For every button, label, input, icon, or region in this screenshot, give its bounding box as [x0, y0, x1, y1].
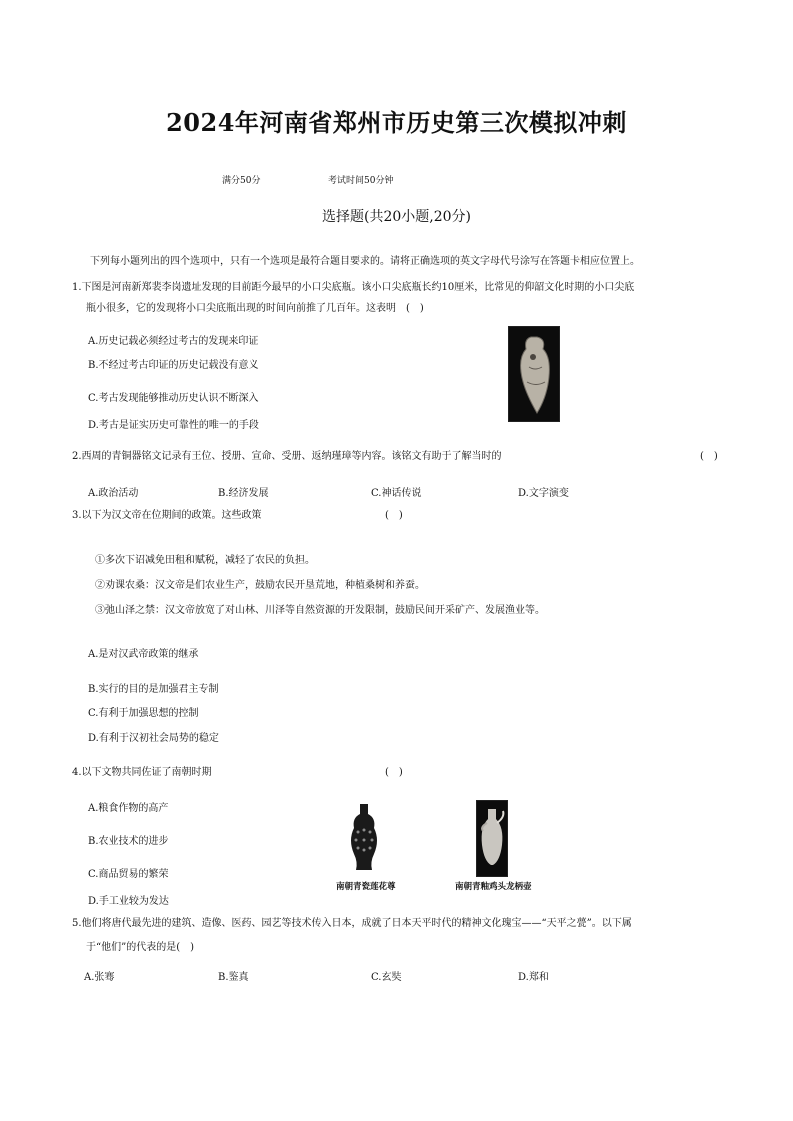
q4-option-b[interactable]: B.农业技术的进步: [88, 836, 169, 847]
q1-option-d[interactable]: D.考古是证实历史可靠性的唯一的手段: [88, 420, 259, 431]
page-title: 2024年河南省郑州市历史第三次模拟冲刺: [166, 108, 627, 137]
q4-option-a[interactable]: A.粮食作物的高产: [88, 803, 169, 814]
q2-option-a[interactable]: A.政治活动: [88, 488, 139, 499]
pointed-bottom-bottle-photo: [508, 326, 560, 422]
exam-time: 考试时间50分钟: [328, 176, 394, 186]
q3-item-2: ②劝课农桑：汉文帝是们农业生产，鼓励农民开垦荒地，种植桑树和养蚕。: [95, 580, 425, 591]
q1-stem-line2: 瓶小很多，它的发现将小口尖底瓶出现的时间向前推了几百年。这表明 ( ): [86, 303, 424, 314]
q3-option-c[interactable]: C.有利于加强思想的控制: [88, 708, 199, 719]
q3-item-3: ③弛山泽之禁：汉文帝放宽了对山林、川泽等自然资源的开发限制，鼓励民间开采矿产、发展渔业等。: [95, 605, 545, 616]
q1-option-c[interactable]: C.考古发现能够推动历史认识不断深入: [88, 393, 259, 404]
q3-item-1: ①多次下诏减免田租和赋税，减轻了农民的负担。: [95, 555, 315, 566]
q3-option-a[interactable]: A.是对汉武帝政策的继承: [88, 649, 199, 660]
q2-answer-paren: ( ): [700, 451, 718, 462]
q2-stem: 2.西周的青铜器铭文记录有王位、授册、宣命、受册、返纳瑾璋等内容。该铭文有助于了解当时的: [72, 451, 502, 462]
section-heading: 选择题(共20小题,20分): [321, 209, 471, 225]
q4-option-d[interactable]: D.手工业较为发达: [88, 896, 169, 907]
q4-stem: 4.以下文物共同佐证了南朝时期: [72, 767, 212, 778]
caption-chicken-head-ewer: 南朝青釉鸡头龙柄壶: [455, 882, 532, 892]
q3-stem: 3.以下为汉文帝在位期间的政策。这些政策: [72, 510, 262, 521]
q2-option-c[interactable]: C.神话传说: [371, 488, 422, 499]
q1-option-b[interactable]: B.不经过考古印证的历史记载没有意义: [88, 360, 259, 371]
q5-stem-line1: 5.他们将唐代最先进的建筑、造像、医药、园艺等技术传入日本，成就了日本天平时代的精神文化瑰宝——“天平之甍”。以下属: [72, 918, 632, 929]
instructions: 下列每小题列出的四个选项中，只有一个选项是最符合题目要求的。请将正确选项的英文字母代号涂写在答题卡相应位置上。: [90, 256, 640, 267]
full-score: 满分50分: [222, 176, 261, 186]
q5-option-c[interactable]: C.玄奘: [371, 972, 402, 983]
chicken-head-ewer-photo: [476, 800, 508, 877]
caption-lotus-vessel: 南朝青瓷莲花尊: [336, 882, 396, 892]
q2-option-b[interactable]: B.经济发展: [218, 488, 269, 499]
q1-option-a[interactable]: A.历史记载必须经过考古的发现来印证: [88, 336, 259, 347]
q5-option-b[interactable]: B.鉴真: [218, 972, 249, 983]
q5-stem-line2: 于“他们”的代表的是( ): [86, 942, 195, 953]
q3-option-b[interactable]: B.实行的目的是加强君主专制: [88, 684, 219, 695]
q1-stem-line1: 1.下图是河南新郑裴李岗遗址发现的目前距今最早的小口尖底瓶。该小口尖底瓶长约10厘米，比常见的仰韶文化时期的小口尖底: [72, 282, 635, 293]
lotus-vessel-photo: [344, 800, 384, 875]
q5-option-a[interactable]: A.张骞: [84, 972, 115, 983]
q4-answer-paren: ( ): [385, 767, 403, 778]
q3-answer-paren: ( ): [385, 510, 403, 521]
q5-option-d[interactable]: D.郑和: [518, 972, 549, 983]
q2-option-d[interactable]: D.文字演变: [518, 488, 569, 499]
q4-option-c[interactable]: C.商品贸易的繁荣: [88, 869, 169, 880]
q3-option-d[interactable]: D.有利于汉初社会局势的稳定: [88, 733, 219, 744]
